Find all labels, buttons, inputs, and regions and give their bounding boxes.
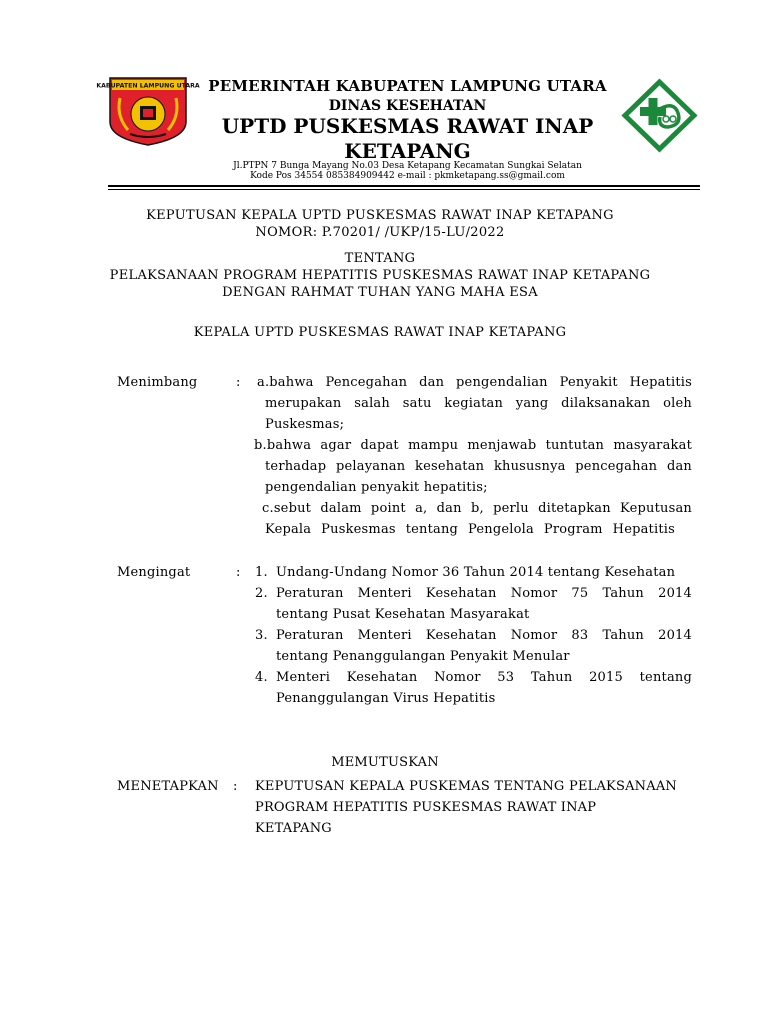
decree-issuer: KEPALA UPTD PUSKESMAS RAWAT INAP KETAPANG [193,325,567,340]
memutuskan-heading: MEMUTUSKAN [331,755,439,770]
letterhead-address: Jl.PTPN 7 Bunga Mayang No.03 Desa Ketapang Kecamatan Sungkai Selatan [233,161,582,171]
letterhead-government: PEMERINTAH KABUPATEN LAMPUNG UTARA [208,77,607,95]
mengingat-label: Mengingat [117,565,191,580]
decree-number: NOMOR: P.70201/ /UKP/15-LU/2022 [255,225,505,240]
menetapkan-label: MENETAPKAN [117,779,219,794]
menimbang-line: c.sebut dalam point a, dan b, perlu ditetapkan Keputusan [262,501,692,516]
decree-tentang: TENTANG [344,251,416,266]
mengingat-number: 3. [255,628,268,643]
mengingat-item: Undang-Undang Nomor 36 Tahun 2014 tentang Kesehatan [276,565,676,580]
letterhead-department: DINAS KESEHATAN [328,98,487,114]
mengingat-number: 4. [255,670,268,685]
mengingat-colon: : [236,565,241,580]
menimbang-line: Kepala Puskesmas tentang Pengelola Program Hepatitis [265,522,675,537]
mengingat-item: Peraturan Menteri Kesehatan Nomor 83 Tahun 2014 [276,628,692,643]
menetapkan-line: KEPUTUSAN KEPALA PUSKEMAS TENTANG PELAKSANAAN [255,779,677,794]
svg-text:KABUPATEN LAMPUNG UTARA: KABUPATEN LAMPUNG UTARA [96,82,200,90]
letterhead-rule [108,185,700,187]
mengingat-number: 1. [255,565,268,580]
menimbang-line: a.bahwa Pencegahan dan pengendalian Penyakit Hepatitis [257,375,692,390]
mengingat-number: 2. [255,586,268,601]
letterhead-location: KETAPANG [344,139,471,163]
menetapkan-line: KETAPANG [255,821,332,836]
mengingat-item: tentang Penanggulangan Penyakit Menular [276,649,570,664]
menimbang-line: Puskesmas; [265,417,345,432]
decree-subject: PELAKSANAAN PROGRAM HEPATITIS PUSKESMAS RAWAT INAP KETAPANG [109,268,651,283]
menimbang-label: Menimbang [117,375,198,390]
menimbang-line: b.bahwa agar dapat mampu menjawab tuntutan masyarakat [254,438,692,453]
kabupaten-lampung-utara-emblem [96,76,200,146]
mengingat-item: tentang Pusat Kesehatan Masyarakat [276,607,530,622]
mengingat-item: Penanggulangan Virus Hepatitis [276,691,496,706]
letterhead-institution: UPTD PUSKESMAS RAWAT INAP [221,114,594,138]
mengingat-item: Menteri Kesehatan Nomor 53 Tahun 2015 tentang [276,670,692,685]
menimbang-line: terhadap pelayanan kesehatan khususnya pencegahan dan [265,459,692,474]
menetapkan-line: PROGRAM HEPATITIS PUSKESMAS RAWAT INAP [255,800,597,815]
menimbang-colon: : [236,375,241,390]
letterhead-rule-thin [108,189,700,190]
menimbang-line: pengendalian penyakit hepatitis; [265,480,488,495]
menetapkan-colon: : [233,779,238,794]
decree-title: KEPUTUSAN KEPALA UPTD PUSKESMAS RAWAT INAP KETAPANG [146,208,614,223]
decree-invocation: DENGAN RAHMAT TUHAN YANG MAHA ESA [222,285,538,300]
mengingat-item: Peraturan Menteri Kesehatan Nomor 75 Tahun 2014 [276,586,692,601]
puskesmas-logo [622,79,697,152]
letterhead-contact: Kode Pos 34554 085384909442 e-mail : pkmketapang.ss@gmail.com [250,171,565,181]
menimbang-line: merupakan salah satu kegiatan yang dilaksanakan oleh [265,396,692,411]
